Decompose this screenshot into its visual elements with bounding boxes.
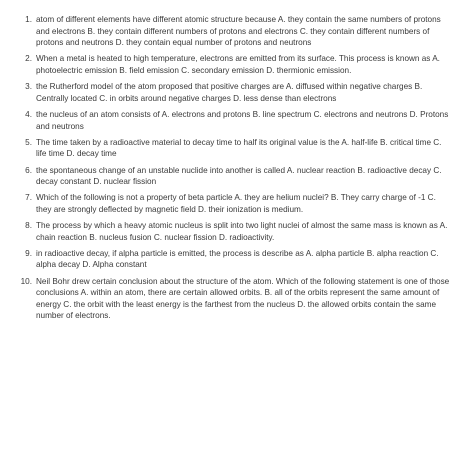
question-text: the nucleus of an atom consists of A. electrons and protons B. line spectrum C. electrons and neutrons D. Protons and neutrons [36,109,449,131]
question-text: When a metal is heated to high temperature, electrons are emitted from its surface. This process is known as A. photoelectric emission B. field emission C. secondary emission D. thermionic emission. [36,54,440,75]
question-text: The process by which a heavy atomic nucleus is split into two light nuclei of almost the same mass is known as A. chain reaction B. nucleus fusion C. nuclear fission D. radioactivity. [36,221,448,242]
question-number: 8. [25,221,32,231]
question-list [17,14,457,327]
question-text: the Rutherford model of the atom proposed that positive charges are A. diffused within negative charges B. Centrally located C. in orbits around negative charges D. less dense than electrons [36,82,423,103]
question-text: Neil Bohr drew certain conclusion about the structure of the atom. Which of the following statement is one of those conclusions A. within an atom, there are certain allowed orbits. B. all of the orbits represent the same amount of energy C. the orbit with the least energy is the farthest from the nucleus D. the allowed orbits contain the same number of electrons. [36,276,450,321]
question-item [17,165,457,188]
question-text: the spontaneous change of an unstable nuclide into another is called A. nuclear reaction B. radioactive decay C. decay constant D. nuclear fission [36,165,442,187]
question-number: 10. [20,276,32,286]
question-item [17,53,457,76]
question-item [17,109,457,132]
question-text: in radioactive decay, if alpha particle is emitted, the process is describe as A. alpha particle B. alpha reaction C. alpha decay D. Alpha constant [36,248,439,270]
question-item [17,137,457,160]
question-item [17,14,457,49]
question-text: The time taken by a radioactive material to decay time to half its original value is the A. half-life B. critical time C. life time D. decay time [36,137,442,159]
question-item [17,248,457,271]
question-item [17,81,457,104]
question-number: 3. [25,82,32,92]
question-item [17,220,457,243]
question-number: 7. [25,193,32,203]
question-number: 9. [25,248,32,258]
question-number: 2. [25,54,32,64]
question-number: 1. [25,15,32,24]
question-number: 6. [25,165,32,175]
question-text: atom of different elements have different atomic structure because A. they contain the same numbers of protons and electrons B. they contain different numbers of protons and electrons C. they contain different numbers of protons and neutrons D. they contain equal number of protons and neutrons [36,15,441,48]
question-number: 5. [25,137,32,147]
question-number: 4. [25,109,32,119]
question-item [17,276,457,322]
question-text: Which of the following is not a property of beta particle A. they are helium nuclei? B. They carry charge of -1 C. they are strongly deflected by magnetic field D. their ionization is medium. [36,193,436,214]
question-item [17,192,457,215]
